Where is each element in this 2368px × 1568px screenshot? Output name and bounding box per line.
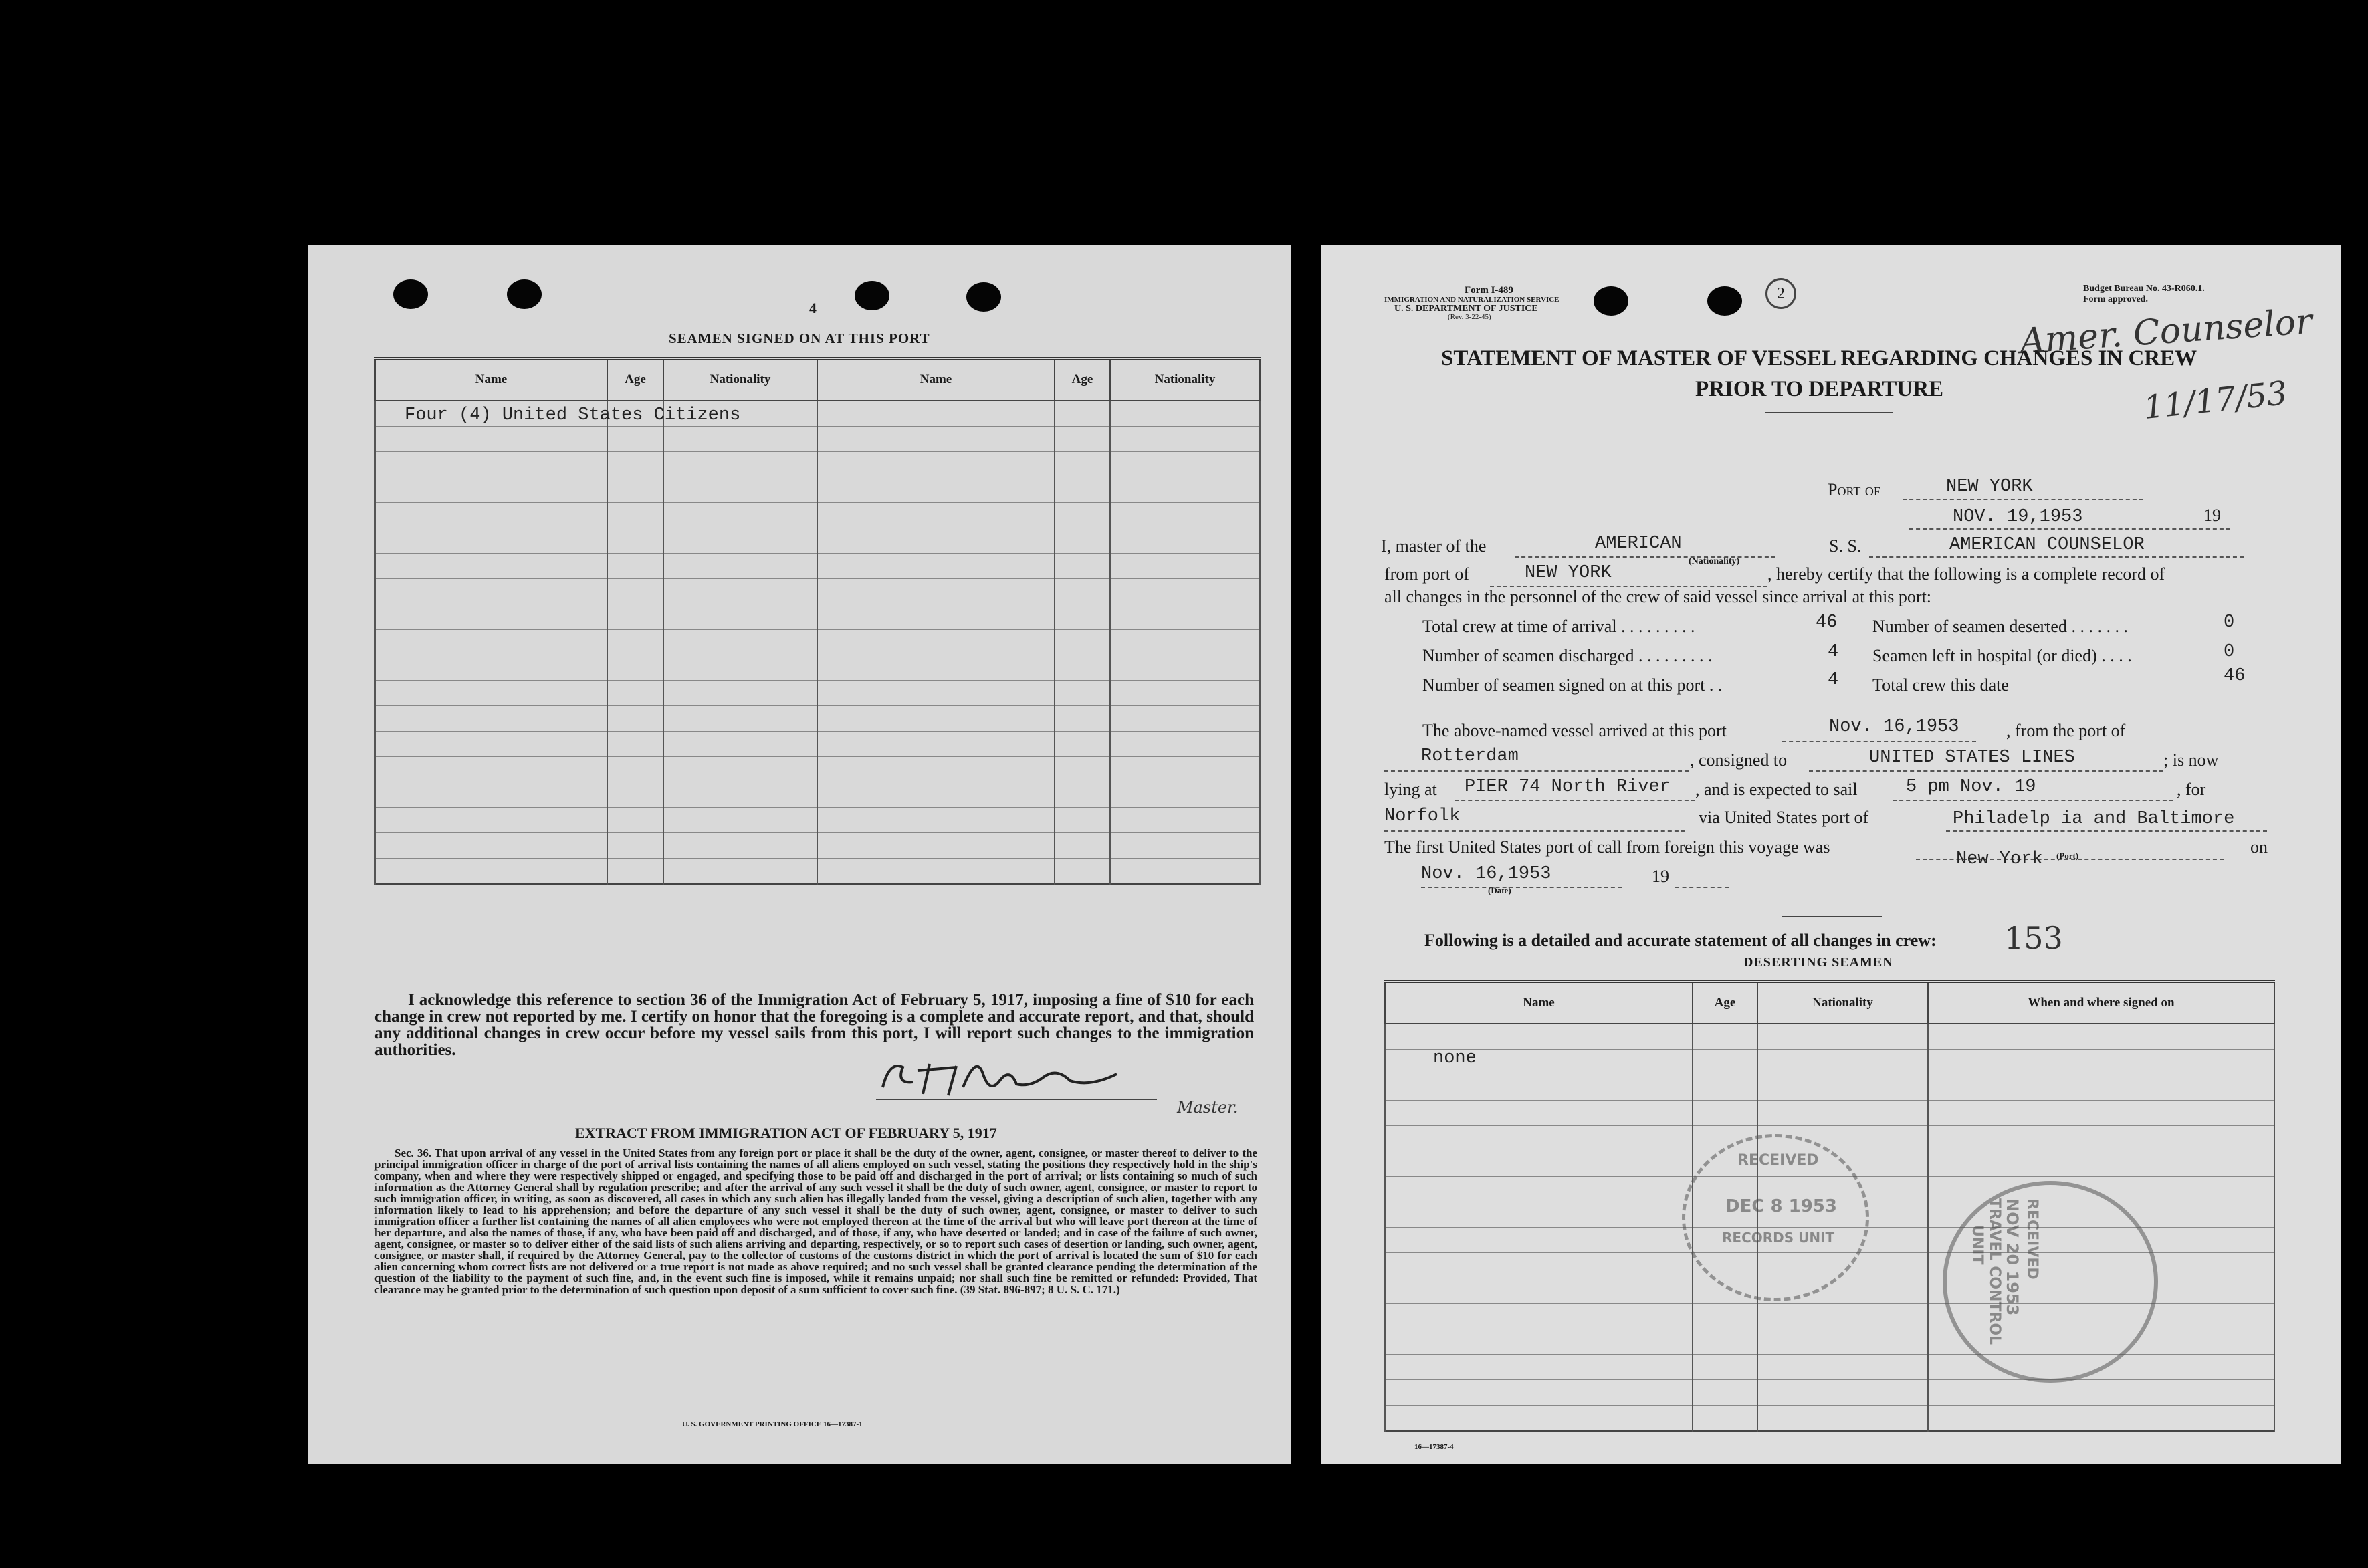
table-cell — [1757, 1304, 1928, 1329]
port-caption: (Port) — [2056, 851, 2079, 861]
table-cell — [1110, 528, 1260, 554]
table-cell — [1693, 1406, 1757, 1432]
sail-time: 5 pm Nov. 19 — [1906, 777, 2036, 797]
table-cell — [1110, 503, 1260, 528]
table-cell — [607, 554, 663, 579]
table-cell — [375, 477, 607, 503]
table-cell — [375, 579, 607, 604]
table-cell — [1110, 452, 1260, 477]
col-nationality-2: Nationality — [1110, 358, 1260, 401]
printer-line: U. S. GOVERNMENT PRINTING OFFICE 16—17387-1 — [682, 1420, 863, 1428]
stamp1-received: RECEIVED — [1737, 1152, 1819, 1169]
form-title-1: STATEMENT OF MASTER OF VESSEL REGARDING CHANGES IN CREW — [1441, 346, 2197, 370]
table-cell — [1385, 1202, 1693, 1228]
col-signed-on: When and where signed on — [1928, 982, 2274, 1024]
table-cell — [607, 655, 663, 681]
stamp2-travel-control: TRAVEL CONTROL — [1986, 1198, 2003, 1345]
section-title: SEAMEN SIGNED ON AT THIS PORT — [669, 330, 930, 346]
table-cell — [375, 655, 607, 681]
extract-title: EXTRACT FROM IMMIGRATION ACT OF FEBRUARY 5, 1917 — [575, 1125, 997, 1141]
col-name: Name — [375, 358, 607, 401]
table-cell — [663, 630, 817, 655]
table-cell — [607, 528, 663, 554]
signed-on-label: Number of seamen signed on at this port . . — [1422, 675, 1723, 695]
col-age: Age — [607, 358, 663, 401]
table-cell — [1928, 1050, 2274, 1075]
table-row — [375, 757, 1260, 782]
table-cell — [1693, 1075, 1757, 1101]
table-cell — [1757, 1024, 1928, 1050]
table-cell — [1110, 732, 1260, 757]
punch-hole — [507, 279, 542, 309]
table-cell — [663, 732, 817, 757]
col-nationality: Nationality — [1757, 982, 1928, 1024]
via-ports: Philadelp ia and Baltimore — [1953, 809, 2235, 829]
hospital: 0 — [2224, 642, 2235, 662]
deserting-title: DESERTING SEAMEN — [1743, 955, 1893, 970]
discharged: 4 — [1828, 642, 1839, 662]
signed-on: 4 — [1828, 670, 1839, 690]
table-cell — [607, 782, 663, 808]
consigned-label: , consigned to — [1690, 750, 1788, 770]
hospital-label: Seamen left in hospital (or died) . . . . — [1872, 646, 2132, 665]
table-cell — [1757, 1406, 1928, 1432]
col-age: Age — [1693, 982, 1757, 1024]
table-cell — [1385, 1406, 1693, 1432]
first-port-label: The first United States port of call from foreign this voyage was — [1384, 837, 1830, 857]
date-caption: (Date) — [1488, 885, 1511, 895]
arrival-date: Nov. 16,1953 — [1829, 717, 1959, 737]
table-cell — [1385, 1355, 1693, 1380]
table-cell — [817, 732, 1055, 757]
table-cell — [1385, 1380, 1693, 1406]
table-row — [375, 452, 1260, 477]
table-cell — [1055, 477, 1110, 503]
table-cell — [1055, 706, 1110, 732]
table-cell — [1385, 1228, 1693, 1253]
table-cell — [1693, 1050, 1757, 1075]
table-cell — [1693, 1101, 1757, 1126]
table-cell — [817, 452, 1055, 477]
punch-hole — [966, 282, 1001, 312]
table-cell — [1055, 401, 1110, 427]
table-cell — [817, 554, 1055, 579]
travel-control-stamp — [1943, 1181, 2158, 1383]
table-cell — [375, 528, 607, 554]
table-cell — [1385, 1024, 1693, 1050]
ss-label: S. S. — [1829, 536, 1862, 556]
seamen-entry: Four (4) United States Citizens — [405, 405, 741, 425]
punch-hole — [1594, 286, 1628, 316]
table-cell — [817, 579, 1055, 604]
port-label: Port of — [1828, 480, 1880, 499]
table-cell — [817, 681, 1055, 706]
table-row — [375, 808, 1260, 833]
records-unit-stamp — [1682, 1134, 1869, 1301]
table-cell — [1055, 503, 1110, 528]
table-cell — [607, 477, 663, 503]
table-row — [1385, 1075, 2274, 1101]
table-cell — [817, 427, 1055, 452]
hand-note-vessel: Amer. Counselor — [2018, 301, 2314, 362]
table-cell — [1928, 1075, 2274, 1101]
table-cell — [1055, 452, 1110, 477]
table-cell — [663, 579, 817, 604]
table-cell — [1928, 1406, 2274, 1432]
total-crew-arrival: 46 — [1816, 612, 1838, 633]
master-label: Master. — [1177, 1098, 1239, 1117]
table-row — [375, 681, 1260, 706]
title-rule — [1765, 412, 1893, 413]
table-cell — [1385, 1304, 1693, 1329]
table-row — [375, 655, 1260, 681]
table-cell — [1928, 1126, 2274, 1151]
table-row — [375, 503, 1260, 528]
table-cell — [817, 477, 1055, 503]
table-cell — [1928, 1380, 2274, 1406]
deserting-entry: none — [1433, 1048, 1477, 1069]
hand-number: 153 — [2004, 920, 2063, 956]
table-cell — [1055, 859, 1110, 885]
table-cell — [375, 808, 607, 833]
year-suffix: 19 — [2203, 506, 2221, 525]
stamp2-date: NOV 20 1953 — [2003, 1198, 2022, 1316]
on-label: on — [2250, 837, 2268, 857]
table-cell — [1055, 528, 1110, 554]
table-row — [375, 732, 1260, 757]
table-cell — [1110, 477, 1260, 503]
table-cell — [1055, 808, 1110, 833]
arrival-from: Rotterdam — [1421, 746, 1519, 766]
table-cell — [663, 503, 817, 528]
table-row — [1385, 1024, 2274, 1050]
table-cell — [1757, 1050, 1928, 1075]
table-cell — [1055, 579, 1110, 604]
table-cell — [1055, 630, 1110, 655]
table-cell — [1757, 1101, 1928, 1126]
table-row — [375, 427, 1260, 452]
table-cell — [663, 604, 817, 630]
first-port: New York — [1956, 849, 2043, 869]
total-crew-arrival-label: Total crew at time of arrival . . . . . . . . . — [1422, 617, 1695, 636]
table-row — [375, 554, 1260, 579]
agency-line-2: U. S. DEPARTMENT OF JUSTICE — [1394, 304, 1538, 314]
destination: Norfolk — [1384, 806, 1461, 826]
left-page — [308, 245, 1291, 1464]
master-of-label: I, master of the — [1381, 536, 1487, 556]
table-cell — [817, 503, 1055, 528]
table-cell — [817, 833, 1055, 859]
table-cell — [1110, 757, 1260, 782]
table-cell — [375, 503, 607, 528]
table-cell — [817, 808, 1055, 833]
table-cell — [375, 427, 607, 452]
arrived-label: The above-named vessel arrived at this port — [1422, 721, 1727, 740]
table-cell — [817, 706, 1055, 732]
table-cell — [1110, 833, 1260, 859]
col-nationality: Nationality — [663, 358, 817, 401]
stamp2-unit: UNIT — [1969, 1225, 1985, 1265]
table-cell — [1693, 1329, 1757, 1355]
table-cell — [1055, 782, 1110, 808]
from-port-label: from port of — [1384, 564, 1470, 584]
table-cell — [1110, 604, 1260, 630]
table-cell — [375, 706, 607, 732]
table-row — [375, 604, 1260, 630]
table-cell — [607, 808, 663, 833]
stamp1-unit: RECORDS UNIT — [1722, 1230, 1835, 1246]
nationality-caption: (Nationality) — [1689, 556, 1740, 566]
table-cell — [1693, 1355, 1757, 1380]
page-number: 4 — [809, 300, 817, 316]
table-cell — [817, 782, 1055, 808]
hand-note-date: 11/17/53 — [2141, 374, 2289, 427]
consignee: UNITED STATES LINES — [1869, 748, 2075, 768]
table-cell — [1385, 1151, 1693, 1177]
table-cell — [1385, 1177, 1693, 1202]
from-port-value: NEW YORK — [1525, 563, 1612, 583]
table-cell — [375, 732, 607, 757]
col-name-2: Name — [817, 358, 1055, 401]
table-cell — [1055, 757, 1110, 782]
table-cell — [1928, 1024, 2274, 1050]
vessel-name: AMERICAN COUNSELOR — [1949, 535, 2145, 555]
table-cell — [375, 452, 607, 477]
budget-number: Budget Bureau No. 43-R060.1. — [2083, 284, 2205, 294]
total-crew-date: 46 — [2224, 666, 2246, 686]
table-cell — [375, 604, 607, 630]
form-title-2: PRIOR TO DEPARTURE — [1695, 377, 1944, 401]
table-cell — [817, 630, 1055, 655]
table-cell — [663, 452, 817, 477]
table-cell — [1110, 579, 1260, 604]
table-cell — [607, 757, 663, 782]
table-cell — [663, 808, 817, 833]
table-cell — [375, 782, 607, 808]
table-cell — [607, 503, 663, 528]
table-cell — [375, 833, 607, 859]
table-cell — [1055, 732, 1110, 757]
table-cell — [663, 833, 817, 859]
table-cell — [817, 528, 1055, 554]
deserted: 0 — [2224, 612, 2235, 633]
table-row — [1385, 1050, 2274, 1075]
table-cell — [1110, 859, 1260, 885]
certify-text-2: all changes in the personnel of the crew of said vessel since arrival at this port: — [1384, 587, 1932, 606]
expected-label: , and is expected to sail — [1695, 780, 1858, 799]
table-cell — [607, 859, 663, 885]
col-age-2: Age — [1055, 358, 1110, 401]
table-cell — [1757, 1380, 1928, 1406]
table-cell — [663, 757, 817, 782]
table-cell — [1693, 1304, 1757, 1329]
table-row — [1385, 1126, 2274, 1151]
table-cell — [1110, 427, 1260, 452]
table-cell — [817, 401, 1055, 427]
table-cell — [375, 681, 607, 706]
port-value: NEW YORK — [1946, 477, 2033, 497]
table-cell — [663, 477, 817, 503]
table-cell — [663, 554, 817, 579]
stamp1-date: DEC 8 1953 — [1725, 1196, 1837, 1216]
table-cell — [817, 757, 1055, 782]
deserted-label: Number of seamen deserted . . . . . . . — [1872, 617, 2128, 636]
table-cell — [607, 427, 663, 452]
table-cell — [607, 681, 663, 706]
extract-text: Sec. 36. That upon arrival of any vessel in the United States from any foreign port or place it shall be the duty of the owner, agent, consignee, or master thereof to deliver to the principal immigration officer in charge of the port of arrival lists containing the names of all aliens employed on such vessel, stating the positions they respectively hold in the ship's company, when and where they were respectively shipped or engaged, and specifying those to be paid off and discharged in the port of arrival; or lists containing so much of such information as the Attorney General shall by regulation prescribe; and after the arrival of any such vessel it shall be the duty of such owner, agent, consignee, or master to report to such immigration officer, in writing, as soon as discovered, all cases in which any such alien has illegally landed from the vessel, giving a description of such alien, together with any information likely to lead to his apprehension; and before the departure of any such vessel it shall be the duty of such owner, agent, consignee, or master to deliver to such immigration officer a further list containing the names of all alien employees who were not employed thereon at the time of the arrival but who will leave port thereon at the time of her departure, and also the names of those, if any, who have been paid off and discharged, and of those, if any, who have deserted or landed; and in case of the failure of such owner, agent, consignee, or master so to deliver either of the said lists of such aliens arriving and departing, respectively, or so to report such cases of desertion or landing, such owner, agent, consignee, or master shall, if required by the Attorney General, pay to the collector of customs of the customs district in which the port of arrival is located the sum of $10 for each alien concerning whom correct lists are not delivered or a true report is not made as above required; and no such vessel shall be granted clearance pending the determination of the question of the liability to the payment of such fine, and, in the event such fine is imposed, while it remains unpaid; nor shall such fine be remitted or refunded: Provided, That clearance may be granted prior to the determination of such question upon deposit of a sum sufficient to cover such fine. (39 Stat. 896-897; 8 U. S. C. 171.) — [374, 1147, 1257, 1296]
table-cell — [1385, 1329, 1693, 1355]
table-row — [375, 706, 1260, 732]
table-cell — [1693, 1024, 1757, 1050]
table-row — [375, 630, 1260, 655]
table-row — [1385, 1380, 2274, 1406]
table-row — [375, 477, 1260, 503]
table-cell — [1693, 1380, 1757, 1406]
punch-hole — [1707, 286, 1742, 316]
table-cell — [375, 757, 607, 782]
table-cell — [1928, 1151, 2274, 1177]
table-cell — [375, 554, 607, 579]
table-cell — [663, 681, 817, 706]
circled-mark-text: 2 — [1777, 285, 1785, 302]
year-suffix-2: 19 — [1652, 867, 1669, 886]
table-cell — [1757, 1355, 1928, 1380]
table-cell — [607, 706, 663, 732]
section-rule — [1782, 916, 1882, 917]
table-cell — [817, 655, 1055, 681]
total-crew-date-label: Total crew this date — [1872, 675, 2009, 695]
table-cell — [1055, 681, 1110, 706]
table-cell — [1757, 1329, 1928, 1355]
table-cell — [663, 706, 817, 732]
right-page — [1321, 245, 2341, 1464]
table-cell — [1928, 1101, 2274, 1126]
table-cell — [1385, 1278, 1693, 1304]
punch-hole — [393, 279, 428, 309]
for-label: , for — [2177, 780, 2206, 799]
table-cell — [1385, 1101, 1693, 1126]
table-row — [375, 833, 1260, 859]
agency-line-1: IMMIGRATION AND NATURALIZATION SERVICE — [1384, 296, 1559, 304]
discharged-label: Number of seamen discharged . . . . . . . . . — [1422, 646, 1713, 665]
table-cell — [607, 604, 663, 630]
table-cell — [1055, 554, 1110, 579]
table-cell — [1055, 604, 1110, 630]
table-cell — [663, 859, 817, 885]
table-row — [1385, 1406, 2274, 1432]
revision: (Rev. 3-22-45) — [1448, 313, 1491, 321]
form-id: Form I-489 — [1465, 285, 1513, 296]
table-row — [1385, 1101, 2274, 1126]
table-cell — [817, 604, 1055, 630]
lying-at: PIER 74 North River — [1465, 777, 1671, 797]
table-row — [375, 579, 1260, 604]
master-signature — [876, 1047, 1157, 1107]
table-cell — [1110, 630, 1260, 655]
col-name: Name — [1385, 982, 1693, 1024]
lying-at-label: lying at — [1384, 780, 1437, 799]
seamen-signed-table — [374, 357, 1261, 885]
table-cell — [663, 655, 817, 681]
punch-hole — [855, 281, 889, 310]
table-cell — [607, 579, 663, 604]
form-approved: Form approved. — [2083, 294, 2148, 304]
is-now-label: ; is now — [2163, 750, 2219, 770]
year-blank — [1675, 867, 1729, 888]
table-cell — [1110, 655, 1260, 681]
table-cell — [1110, 782, 1260, 808]
table-cell — [607, 732, 663, 757]
table-cell — [1110, 808, 1260, 833]
table-cell — [1110, 401, 1260, 427]
table-cell — [663, 528, 817, 554]
following-label: Following is a detailed and accurate statement of all changes in crew: — [1424, 931, 1937, 950]
table-cell — [607, 833, 663, 859]
table-row — [375, 528, 1260, 554]
table-cell — [1055, 427, 1110, 452]
acknowledgement-text: I acknowledge this reference to section 36 of the Immigration Act of February 5, 1917, imposing a fine of $10 for each change in crew not reported by me. I certify on honor that the foregoing is a complete and accurate report, and that, should any additional changes in crew occur before my vessel sails from this port, I will report such changes to the immigration authorities. — [374, 991, 1254, 1059]
table-cell — [817, 859, 1055, 885]
nationality-value: AMERICAN — [1595, 534, 1682, 554]
table-cell — [1055, 655, 1110, 681]
first-port-date: Nov. 16,1953 — [1421, 864, 1551, 884]
table-row — [375, 859, 1260, 885]
table-cell — [1385, 1253, 1693, 1278]
circled-mark — [1765, 278, 1796, 309]
table-cell — [663, 427, 817, 452]
table-cell — [375, 630, 607, 655]
table-cell — [1110, 706, 1260, 732]
table-row — [375, 782, 1260, 808]
table-cell — [1385, 1050, 1693, 1075]
certify-text: , hereby certify that the following is a complete record of — [1767, 564, 2165, 584]
table-cell — [375, 859, 607, 885]
footer-code: 16—17387-4 — [1414, 1443, 1454, 1451]
date-value: NOV. 19,1953 — [1953, 507, 2083, 527]
table-cell — [663, 782, 817, 808]
table-cell — [1110, 554, 1260, 579]
table-cell — [1055, 833, 1110, 859]
table-cell — [1385, 1126, 1693, 1151]
table-cell — [1757, 1075, 1928, 1101]
from-port-of-label: , from the port of — [2006, 721, 2126, 740]
table-row — [1385, 1355, 2274, 1380]
table-cell — [1385, 1075, 1693, 1101]
stamp2-received: RECEIVED — [2024, 1198, 2040, 1280]
table-cell — [607, 630, 663, 655]
table-cell — [1110, 681, 1260, 706]
via-label: via United States port of — [1699, 808, 1869, 827]
table-cell — [607, 452, 663, 477]
